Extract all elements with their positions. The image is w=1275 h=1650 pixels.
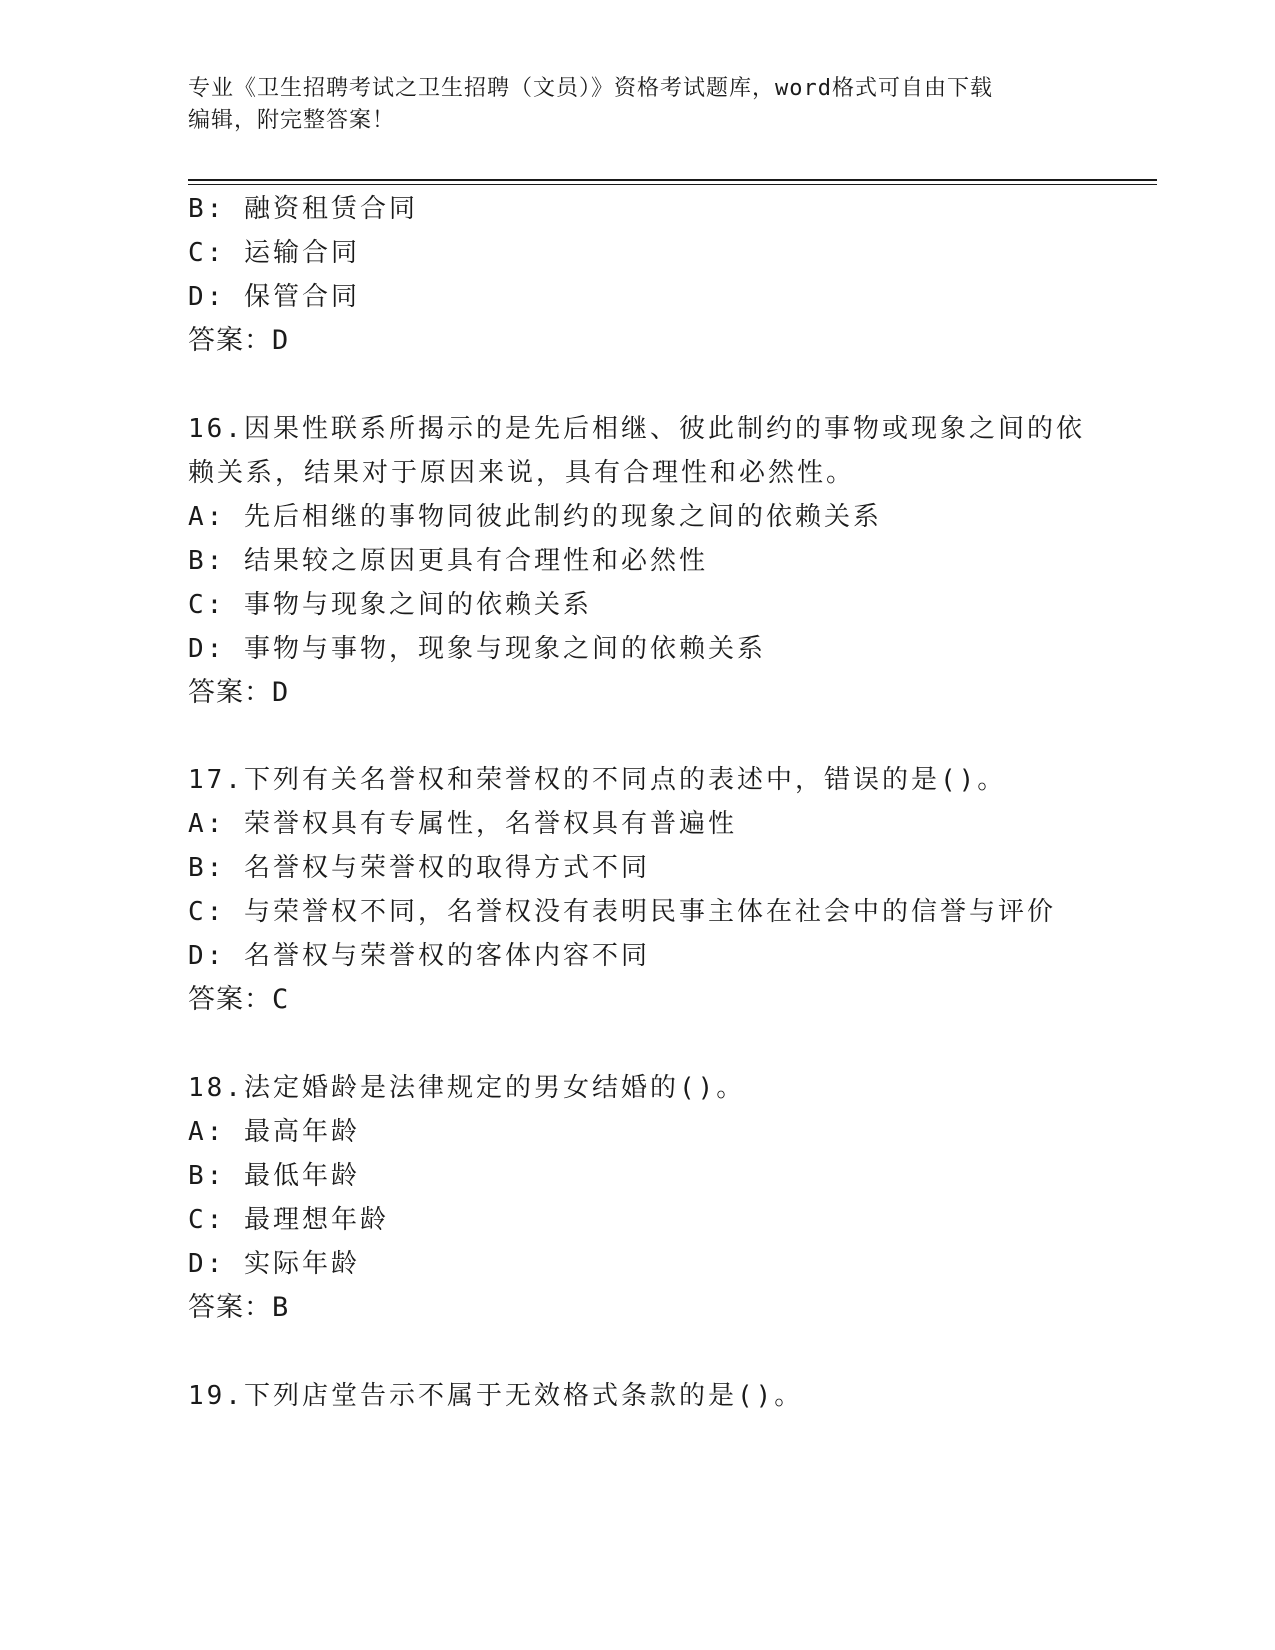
answer-label: 答案： [188,984,272,1015]
answer-value: D [272,325,290,356]
answer-label: 答案： [188,1292,272,1323]
q17-option-d: D: 名誉权与荣誉权的客体内容不同 [188,941,650,971]
header-line-1: 专业《卫生招聘考试之卫生招聘（文员）》资格考试题库，word格式可自由下载 [188,76,993,101]
q18-option-a: A: 最高年龄 [188,1117,360,1147]
q17-option-c: C: 与荣誉权不同，名誉权没有表明民事主体在社会中的信誉与评价 [188,897,1056,927]
q16-option-d: D: 事物与事物，现象与现象之间的依赖关系 [188,634,766,664]
header-rule-thick [188,179,1157,181]
answer-value: B [272,1292,290,1323]
q15-option-b: B: 融资租赁合同 [188,194,418,224]
q15-option-c: C: 运输合同 [188,238,360,268]
q16-option-a: A: 先后相继的事物同彼此制约的现象之间的依赖关系 [188,502,882,532]
q17-option-b: B: 名誉权与荣誉权的取得方式不同 [188,853,650,883]
answer-label: 答案： [188,325,272,356]
q15-option-d: D: 保管合同 [188,282,360,312]
q16-stem-line-1: 16.因果性联系所揭示的是先后相继、彼此制约的事物或现象之间的依 [188,414,1085,444]
answer-label: 答案： [188,677,272,708]
q17-option-a: A: 荣誉权具有专属性，名誉权具有普遍性 [188,809,737,839]
q15-answer [188,324,289,358]
answer-value: D [272,677,290,708]
q16-option-c: C: 事物与现象之间的依赖关系 [188,590,592,620]
q17-stem: 17.下列有关名誉权和荣誉权的不同点的表述中，错误的是()。 [188,765,1007,795]
q18-option-d: D: 实际年龄 [188,1249,360,1279]
header-rule-thin [188,184,1157,185]
q18-stem: 18.法定婚龄是法律规定的男女结婚的()。 [188,1073,746,1103]
q17-answer [188,983,289,1017]
header-line-2: 编辑，附完整答案！ [188,108,396,133]
q16-option-b: B: 结果较之原因更具有合理性和必然性 [188,546,708,576]
q16-stem-line-2: 赖关系，结果对于原因来说，具有合理性和必然性。 [188,458,856,488]
q19-stem: 19.下列店堂告示不属于无效格式条款的是()。 [188,1381,804,1411]
q18-option-b: B: 最低年龄 [188,1161,360,1191]
q18-answer [188,1291,289,1325]
q16-answer [188,676,289,710]
answer-value: C [272,984,290,1015]
q18-option-c: C: 最理想年龄 [188,1205,389,1235]
document-header [188,73,1088,137]
